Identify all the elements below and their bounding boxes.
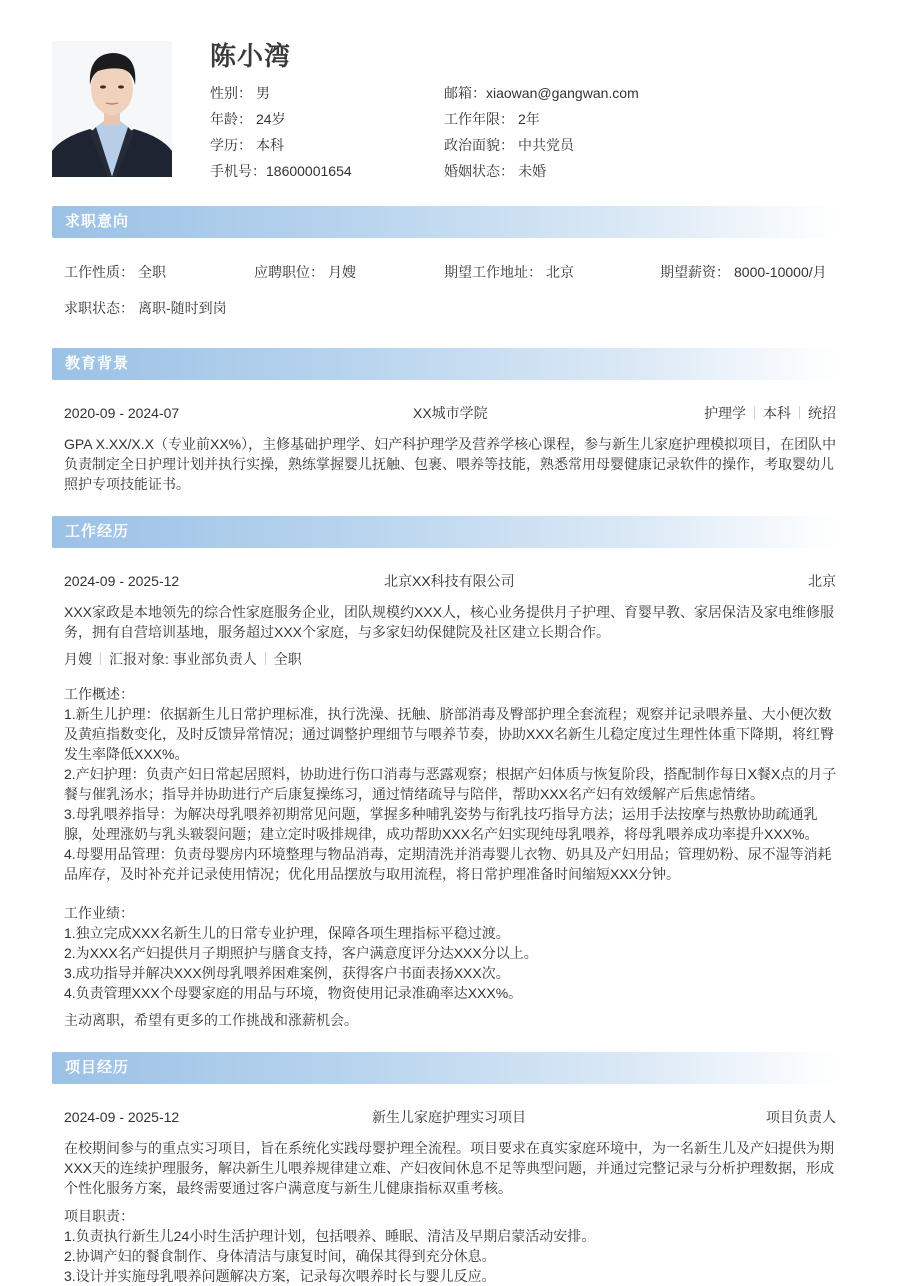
work-type: 全职: [273, 651, 302, 667]
work-achievement-item: 2.为XXX名产妇提供月子期照护与膳食支持，客户满意度评分达XXX分以上。: [64, 945, 538, 961]
info-age: 年龄： 24岁: [210, 111, 286, 127]
divider: [754, 406, 755, 419]
project-name: 新生儿家庭护理实习项目: [372, 1109, 526, 1125]
work-overview-item: 3.母乳喂养指导：为解决母乳喂养初期常见问题，掌握多种哺乳姿势与衔乳技巧指导方法；运用手法按摩与热敷协助疏通乳腺，处理涨奶与乳头皲裂问题；建立定时吸排规律，成功帮助XXX名产妇实现纯母乳喂养，将母乳喂养成功率提升XXX%。: [64, 806, 819, 842]
education-major: 护理学: [704, 405, 746, 421]
project-duties: [64, 1206, 840, 1286]
divider: [265, 652, 266, 665]
project-duties-title: 项目职责：: [64, 1208, 134, 1224]
info-work-years: 工作年限： 2年: [444, 111, 540, 127]
education-school: XX城市学院: [413, 405, 488, 421]
section-header-project: 项目经历: [52, 1052, 838, 1084]
section-header-work: 工作经历: [52, 516, 838, 548]
divider: [799, 406, 800, 419]
candidate-name: 陈小湾: [210, 41, 292, 71]
intention-salary: 期望薪资： 8000-10000/月: [660, 264, 827, 280]
work-achievements-title: 工作业绩：: [64, 905, 134, 921]
project-role: 项目负责人: [766, 1109, 836, 1125]
education-type: 统招: [808, 405, 836, 421]
basic-info-left: [210, 82, 352, 186]
info-marital-status: 婚姻状态： 未婚: [444, 163, 546, 179]
work-period: 2024-09 - 2025-12: [64, 573, 180, 589]
work-overview: [64, 684, 840, 884]
work-achievement-item: 4.负责管理XXX个母婴家庭的用品与环境，物资使用记录准确率达XXX%。: [64, 985, 523, 1001]
info-political-status: 政治面貌： 中共党员: [444, 137, 574, 153]
education-tags: [704, 403, 836, 423]
section-header-job-intention: 求职意向: [52, 206, 838, 238]
work-leave-reason: 主动离职，希望有更多的工作挑战和涨薪机会。: [64, 1012, 358, 1028]
education-description: GPA X.XX/X.X（专业前XX%），主修基础护理学、妇产科护理学及营养学核心课程，参与新生儿家庭护理模拟项目，在团队中负责制定全日护理计划并执行实操，熟练掌握婴儿抚触、包裹、喂养等技能，熟悉常用母婴健康记录软件的操作，考取婴幼儿照护专项技能证书。: [64, 436, 837, 492]
divider: [100, 652, 101, 665]
info-education: 学历： 本科: [210, 137, 284, 153]
basic-info-right: [444, 82, 639, 186]
work-overview-title: 工作概述：: [64, 686, 134, 702]
work-achievements: [64, 903, 840, 1003]
info-email: 邮箱：xiaowan@gangwan.com: [444, 85, 639, 101]
intention-status: 求职状态： 离职-随时到岗: [64, 300, 227, 316]
resume-header: [52, 38, 842, 178]
education-period: 2020-09 - 2024-07: [64, 405, 180, 421]
work-tags: [64, 649, 302, 669]
work-overview-item: 4.母婴用品管理：负责母婴房内环境整理与物品消毒，定期清洗并消毒婴儿衣物、奶具及产妇用品；管理奶粉、尿不湿等消耗品库存，及时补充并记录使用情况；优化用品摆放与取用流程，将日常护理准备时间缩短XXX分钟。: [64, 846, 832, 882]
work-report-to: 汇报对象: 事业部负责人: [109, 651, 257, 667]
project-period: 2024-09 - 2025-12: [64, 1109, 180, 1125]
work-role: 月嫂: [64, 651, 92, 667]
project-duty-item: 1.负责执行新生儿24小时生活护理计划，包括喂养、睡眠、清洁及早期启蒙活动安排。: [64, 1228, 596, 1244]
section-header-education: 教育背景: [52, 348, 838, 380]
work-location: 北京: [808, 573, 836, 589]
profile-photo: [52, 41, 172, 177]
work-company-intro: XXX家政是本地领先的综合性家庭服务企业，团队规模约XXX人，核心业务提供月子护理、育婴早教、家居保洁及家电维修服务，拥有自营培训基地，服务超过XXX个家庭，与多家妇幼保健院及社区建立长期合作。: [64, 604, 835, 640]
work-company: 北京XX科技有限公司: [384, 573, 515, 589]
work-overview-item: 2.产妇护理：负责产妇日常起居照料，协助进行伤口消毒与恶露观察；根据产妇体质与恢复阶段，搭配制作每日X餐X点的月子餐与催乳汤水；指导并协助进行产后康复操练习，通过情绪疏导与陪伴，帮助XXX名产妇有效缓解产后焦虑情绪。: [64, 766, 837, 802]
education-degree: 本科: [763, 405, 791, 421]
work-overview-item: 1.新生儿护理：依据新生儿日常护理标准，执行洗澡、抚触、脐部消毒及臀部护理全套流程；观察并记录喂养量、大小便次数及黄疸指数变化，及时反馈异常情况；通过调整护理细节与喂养节奏，协助XXX名新生儿稳定度过生理性体重下降期，将红臀发生率降低XXX%。: [64, 706, 835, 762]
intention-work-type: 工作性质： 全职: [64, 264, 166, 280]
work-achievement-item: 1.独立完成XXX名新生儿的日常专业护理，保障各项生理指标平稳过渡。: [64, 925, 510, 941]
project-duty-item: 2.协调产妇的餐食制作、身体清洁与康复时间，确保其得到充分休息。: [64, 1248, 496, 1264]
project-duty-item: 3.设计并实施母乳喂养问题解决方案，记录每次喂养时长与婴儿反应。: [64, 1268, 496, 1284]
project-description: 在校期间参与的重点实习项目，旨在系统化实践母婴护理全流程。项目要求在真实家庭环境中，为一名新生儿及产妇提供为期XXX天的连续护理服务，解决新生儿喂养规律建立难、产妇夜间休息不足等典型问题，并通过完整记录与分析护理数据，形成个性化服务方案，最终需要通过客户满意度与新生儿健康指标双重考核。: [64, 1140, 835, 1196]
work-achievement-item: 3.成功指导并解决XXX例母乳喂养困难案例，获得客户书面表扬XXX次。: [64, 965, 510, 981]
info-gender: 性别： 男: [210, 85, 270, 101]
intention-position: 应聘职位： 月嫂: [254, 264, 356, 280]
info-phone: 手机号：18600001654: [210, 163, 352, 179]
intention-location: 期望工作地址： 北京: [444, 264, 574, 280]
